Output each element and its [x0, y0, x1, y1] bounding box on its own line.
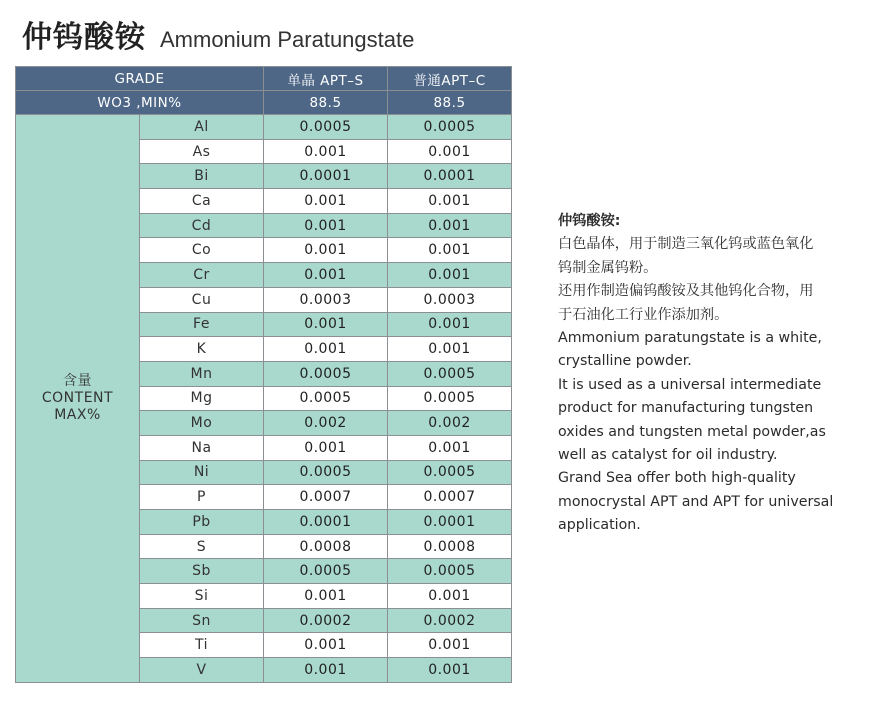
value-apt-s: 0.001 — [264, 584, 388, 609]
description-line: It is used as a universal intermediate — [558, 376, 822, 393]
content-max-label — [16, 115, 140, 683]
element-cell: As — [140, 139, 264, 164]
col-header-apt-c: 普通APT–C — [388, 67, 512, 91]
element-cell: V — [140, 658, 264, 683]
value-apt-s: 0.001 — [264, 139, 388, 164]
title-chinese: 仲钨酸铵 — [22, 20, 146, 55]
wo3-row — [16, 91, 512, 115]
element-cell: Mg — [140, 386, 264, 411]
value-apt-s: 0.002 — [264, 411, 388, 436]
element-cell: Ti — [140, 633, 264, 658]
element-cell: Mn — [140, 361, 264, 386]
element-cell: Si — [140, 584, 264, 609]
value-apt-s: 0.0008 — [264, 534, 388, 559]
value-apt-s: 0.001 — [264, 337, 388, 362]
content-label-line: MAX% — [54, 406, 101, 423]
value-apt-c: 0.002 — [388, 411, 512, 436]
value-apt-c: 0.001 — [388, 337, 512, 362]
content-label-line: CONTENT — [41, 389, 114, 406]
value-apt-s: 0.001 — [264, 435, 388, 460]
value-apt-c: 0.0008 — [388, 534, 512, 559]
description-line: Grand Sea offer both high-quality — [558, 470, 796, 487]
value-apt-s: 0.0005 — [264, 115, 388, 140]
grade-label: GRADE — [16, 67, 264, 91]
value-apt-c: 0.0005 — [388, 115, 512, 140]
element-cell: P — [140, 485, 264, 510]
value-apt-s: 0.0005 — [264, 559, 388, 584]
element-cell: Ca — [140, 189, 264, 214]
element-cell: Al — [140, 115, 264, 140]
value-apt-c: 0.0007 — [388, 485, 512, 510]
wo3-label: WO3 ,MIN% — [16, 91, 264, 115]
description-body — [558, 233, 860, 537]
value-apt-s: 0.0003 — [264, 287, 388, 312]
value-apt-c: 0.0005 — [388, 559, 512, 584]
value-apt-c: 0.0003 — [388, 287, 512, 312]
value-apt-c: 0.0002 — [388, 608, 512, 633]
value-apt-s: 0.0001 — [264, 164, 388, 189]
value-apt-s: 0.001 — [264, 633, 388, 658]
value-apt-c: 0.001 — [388, 633, 512, 658]
value-apt-c: 0.001 — [388, 435, 512, 460]
element-cell: K — [140, 337, 264, 362]
element-cell: Co — [140, 238, 264, 263]
spec-table — [15, 66, 512, 683]
value-apt-c: 0.001 — [388, 238, 512, 263]
description-line: crystalline powder. — [558, 353, 692, 370]
page-title — [22, 12, 415, 55]
element-cell: Na — [140, 435, 264, 460]
value-apt-s: 0.001 — [264, 213, 388, 238]
title-english: Ammonium Paratungstate — [160, 27, 415, 52]
element-cell: Pb — [140, 510, 264, 535]
value-apt-s: 0.0007 — [264, 485, 388, 510]
element-cell: Sb — [140, 559, 264, 584]
value-apt-c: 0.001 — [388, 189, 512, 214]
element-cell: Cu — [140, 287, 264, 312]
description-line: application. — [558, 517, 641, 534]
wo3-value-s: 88.5 — [264, 91, 388, 115]
content-label-line: 含量 — [63, 372, 92, 389]
value-apt-s: 0.001 — [264, 238, 388, 263]
description-line: monocrystal APT and APT for universal — [558, 493, 834, 510]
value-apt-c: 0.001 — [388, 213, 512, 238]
value-apt-s: 0.0005 — [264, 460, 388, 485]
value-apt-c: 0.001 — [388, 312, 512, 337]
value-apt-c: 0.0005 — [388, 460, 512, 485]
value-apt-s: 0.001 — [264, 189, 388, 214]
description-line: 于石油化工行业作添加剂。 — [558, 306, 729, 323]
value-apt-s: 0.0005 — [264, 386, 388, 411]
value-apt-s: 0.0001 — [264, 510, 388, 535]
element-cell: Fe — [140, 312, 264, 337]
col-header-apt-s: 单晶 APT–S — [264, 67, 388, 91]
value-apt-c: 0.001 — [388, 139, 512, 164]
value-apt-c: 0.0005 — [388, 386, 512, 411]
description-line: Ammonium paratungstate is a white, — [558, 330, 822, 347]
value-apt-s: 0.0005 — [264, 361, 388, 386]
element-cell: Cd — [140, 213, 264, 238]
description — [558, 210, 860, 538]
description-line: well as catalyst for oil industry. — [558, 447, 778, 464]
value-apt-c: 0.0001 — [388, 164, 512, 189]
table-row — [16, 115, 512, 140]
element-cell: Sn — [140, 608, 264, 633]
value-apt-s: 0.0002 — [264, 608, 388, 633]
description-line: oxides and tungsten metal powder,as — [558, 423, 826, 440]
description-heading: 仲钨酸铵: — [558, 213, 621, 229]
value-apt-s: 0.001 — [264, 263, 388, 288]
value-apt-c: 0.001 — [388, 584, 512, 609]
value-apt-c: 0.001 — [388, 263, 512, 288]
value-apt-c: 0.0001 — [388, 510, 512, 535]
element-cell: Ni — [140, 460, 264, 485]
wo3-value-c: 88.5 — [388, 91, 512, 115]
description-line: product for manufacturing tungsten — [558, 400, 814, 417]
description-line: 钨制金属钨粉。 — [558, 259, 658, 276]
element-cell: Bi — [140, 164, 264, 189]
description-line: 白色晶体，用于制造三氧化钨或蓝色氧化 — [558, 236, 814, 253]
value-apt-c: 0.0005 — [388, 361, 512, 386]
value-apt-s: 0.001 — [264, 658, 388, 683]
value-apt-s: 0.001 — [264, 312, 388, 337]
value-apt-c: 0.001 — [388, 658, 512, 683]
description-line: 还用作制造偏钨酸铵及其他钨化合物，用 — [558, 283, 814, 300]
element-cell: Mo — [140, 411, 264, 436]
grade-header-row — [16, 67, 512, 91]
element-cell: S — [140, 534, 264, 559]
element-cell: Cr — [140, 263, 264, 288]
